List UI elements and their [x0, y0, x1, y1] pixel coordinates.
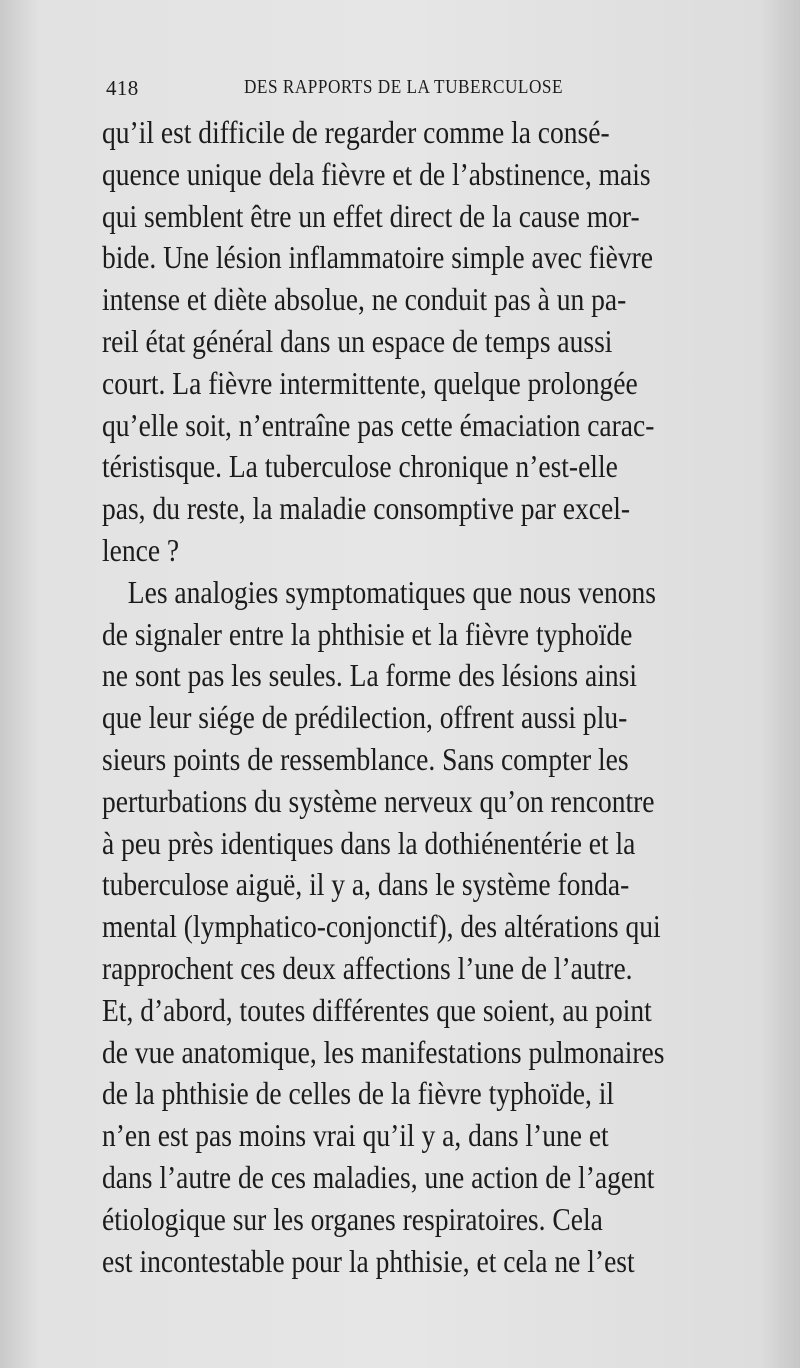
running-head — [106, 76, 746, 106]
text-line: qui semblent être un effet direct de la cause mor- — [102, 197, 640, 234]
text-line: étiologique sur les organes respiratoires. Cela — [102, 1200, 603, 1237]
text-line: tuberculose aiguë, il y a, dans le système fonda- — [102, 866, 630, 903]
text-line: à peu près identiques dans la dothiénentérie et la — [102, 824, 636, 861]
text-line: pas, du reste, la maladie consomptive par excel- — [102, 490, 631, 527]
text-line: court. La fièvre intermittente, quelque prolongée — [102, 364, 638, 401]
text-line: n’en est pas moins vrai qu’il y a, dans l’une et — [102, 1117, 609, 1154]
text-line: intense et diète absolue, ne conduit pas à un pa- — [102, 281, 627, 318]
text-line: de vue anatomique, les manifestations pulmonaires — [102, 1033, 665, 1070]
text-line: Les analogies symptomatiques que nous venons — [127, 573, 656, 610]
text-line: lence ? — [102, 531, 180, 568]
text-line: ne sont pas les seules. La forme des lésions ainsi — [102, 657, 638, 694]
page-number: 418 — [106, 76, 139, 100]
text-line: de signaler entre la phthisie et la fièvre typhoïde — [102, 615, 633, 652]
text-line: mental (lymphatico-conjonctif), des altérations qui — [102, 908, 661, 945]
text-line: de la phthisie de celles de la fièvre typhoïde, il — [102, 1075, 614, 1112]
text-line: rapprochent ces deux affections l’une de l’autre. — [102, 949, 633, 986]
text-line: téristisque. La tuberculose chronique n’est-elle — [102, 448, 618, 485]
text-line: sieurs points de ressemblance. Sans compter les — [102, 740, 629, 777]
text-line: qu’elle soit, n’entraîne pas cette émaciation carac- — [102, 406, 655, 443]
text-line: quence unique dela fièvre et de l’abstinence, mais — [102, 155, 651, 192]
text-line: reil état général dans un espace de temps aussi — [102, 322, 613, 359]
running-head-title: DES RAPPORTS DE LA TUBERCULOSE — [244, 76, 564, 98]
text-line: est incontestable pour la phthisie, et cela ne l’est — [102, 1242, 635, 1279]
text-line: perturbations du système nerveux qu’on rencontre — [102, 782, 655, 819]
body-text — [102, 112, 800, 1282]
text-line: qu’il est difficile de regarder comme la consé- — [102, 114, 610, 150]
text-line: dans l’autre de ces maladies, une action de l’agent — [102, 1158, 655, 1195]
text-line: Et, d’abord, toutes différentes que soient, au point — [102, 991, 652, 1028]
text-line: bide. Une lésion inflammatoire simple avec fièvre — [102, 239, 653, 276]
text-line: que leur siége de prédilection, offrent aussi plu- — [102, 699, 628, 736]
